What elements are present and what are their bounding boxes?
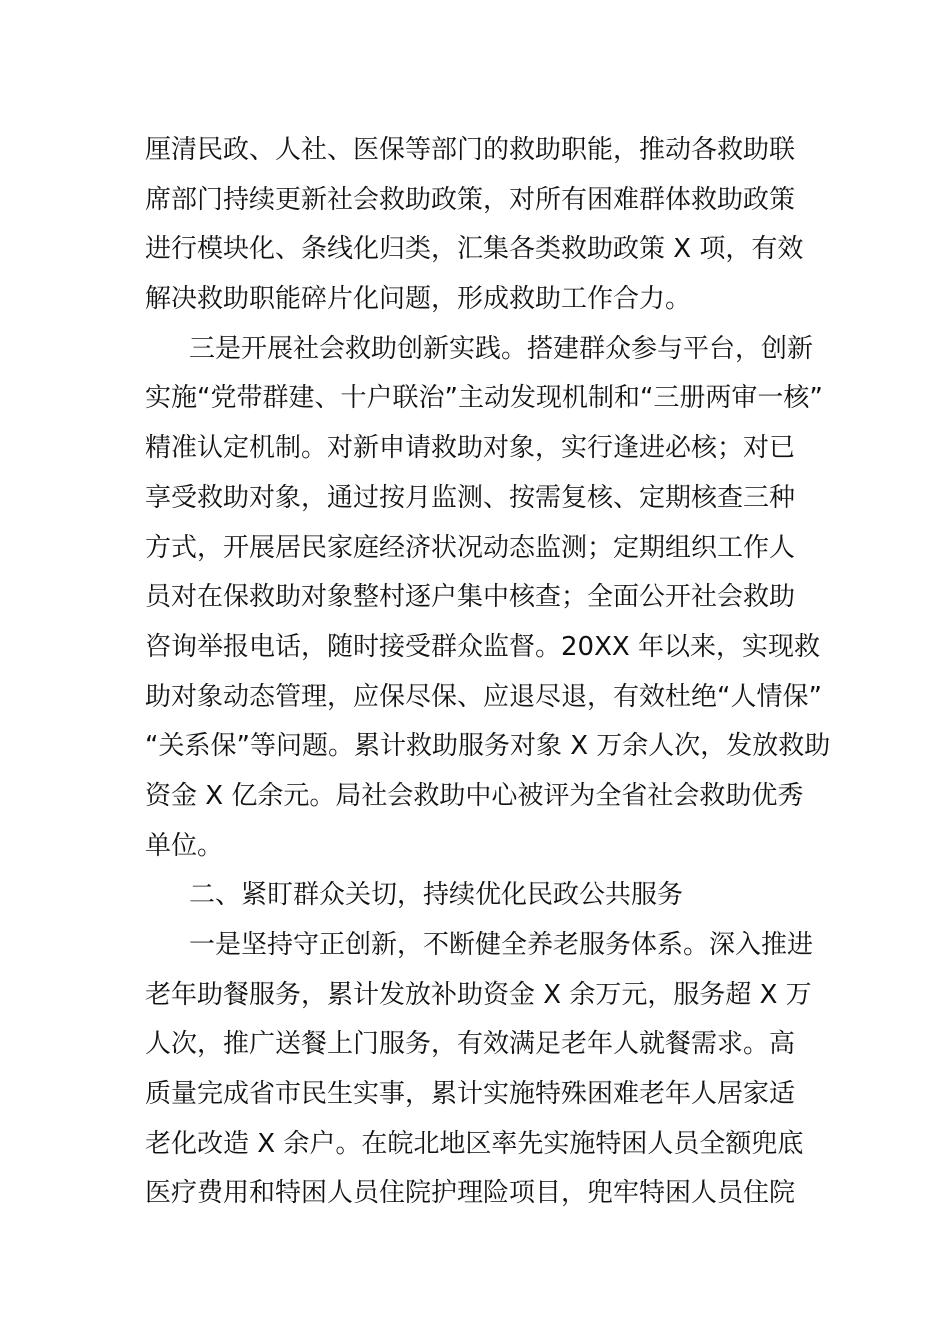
- text-line: 质量完成省市民生实事，累计实施特殊困难老年人居家适: [145, 1079, 796, 1110]
- text-line: 医疗费用和特困人员住院护理险项目，兜牢特困人员住院: [145, 1178, 796, 1209]
- text-line: 解决救助职能碎片化问题，形成救助工作合力。: [145, 284, 692, 315]
- text-line: 席部门持续更新社会救助政策，对所有困难群体救助政策: [145, 184, 796, 215]
- section-heading: 二、紧盯群众关切，持续优化民政公共服务: [189, 880, 684, 911]
- paragraph-start-line: 三是开展社会救助创新实践。搭建群众参与平台，创新: [189, 333, 814, 364]
- text-line: 方式，开展居民家庭经济状况动态监测；定期组织工作人: [145, 532, 796, 563]
- text-line: 咨询举报电话，随时接受群众监督。20XX 年以来，实现救: [145, 631, 820, 662]
- text-line: 实施“党带群建、十户联治”主动发现机制和“三册两审一核”: [145, 383, 823, 414]
- text-line: 助对象动态管理，应保尽保、应退尽退，有效杜绝“人情保”: [145, 681, 822, 712]
- text-line: 人次，推广送餐上门服务，有效满足老年人就餐需求。高: [145, 1029, 796, 1060]
- text-line: 员对在保救助对象整村逐户集中核查；全面公开社会救助: [145, 582, 796, 613]
- text-line: 老年助餐服务，累计发放补助资金 X 余万元，服务超 X 万: [145, 979, 812, 1010]
- text-line: 单位。: [145, 830, 224, 861]
- text-line: 老化改造 X 余户。在皖北地区率先实施特困人员全额兜底: [145, 1128, 804, 1159]
- text-line: 厘清民政、人社、医保等部门的救助职能，推动各救助联: [145, 135, 796, 165]
- text-line: 享受救助对象，通过按月监测、按需复核、定期核查三种: [145, 482, 796, 513]
- paragraph-start-line: 一是坚持守正创新，不断健全养老服务体系。深入推进: [189, 930, 814, 960]
- text-line: 资金 X 亿余元。局社会救助中心被评为全省社会救助优秀: [145, 780, 804, 811]
- text-line: 进行模块化、条线化归类，汇集各类救助政策 X 项，有效: [145, 234, 804, 265]
- text-line: 精准认定机制。对新申请救助对象，实行逢进必核；对已: [145, 433, 796, 464]
- text-line: “关系保”等问题。累计救助服务对象 X 万余人次，发放救助: [145, 731, 831, 762]
- body-text: [145, 126, 831, 1219]
